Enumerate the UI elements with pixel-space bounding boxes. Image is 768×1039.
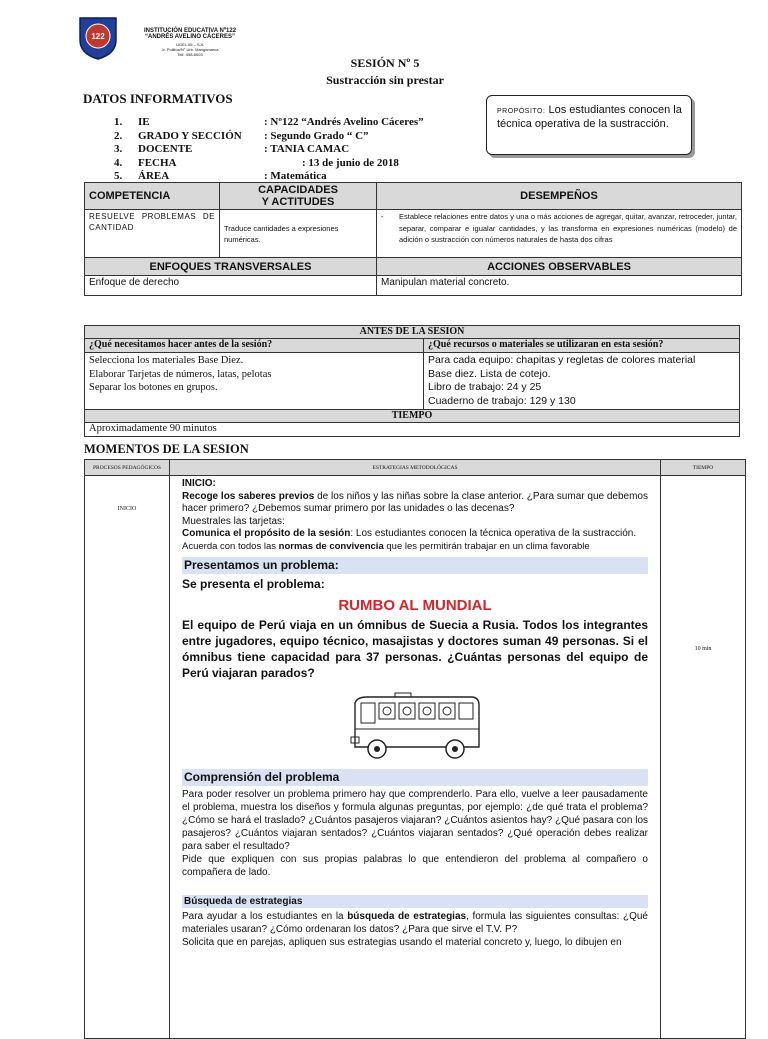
se-presenta: Se presenta el problema:	[182, 577, 325, 591]
row-value: : Segundo Grado “ C”	[264, 129, 369, 142]
school-name: INSTITUCIÓN EDUCATIVA Nº122	[143, 28, 237, 34]
proposito-label: PROPÓSITO:	[497, 108, 546, 115]
accion-cell: Manipulan material concreto.	[377, 276, 742, 296]
normas: Acuerda con todos las normas de convivencia que les permitirán trabajar en un clima favorable	[182, 540, 590, 552]
row-num: 5.	[114, 170, 123, 182]
capacidad-cell: Traduce cantidades a expresiones numéricas.	[220, 210, 377, 258]
row-num: 2.	[114, 129, 123, 142]
row-label: IE	[138, 116, 150, 128]
rumbo-title: RUMBO AL MUNDIAL	[338, 596, 492, 614]
busqueda-text: Para ayudar a los estudiantes en la búsqueda de estrategias, formula las siguientes consultas: ¿Qué materiales usaran? ¿Cómo ordenaran los datos? ¿Para que sirve el T.V. P?	[182, 910, 648, 935]
momentos-heading: MOMENTOS DE LA SESION	[84, 442, 249, 456]
col-procesos: PROCESOS PEDAGÓGICOS	[85, 460, 170, 476]
list-item: Libro de trabajo: 24 y 25	[428, 381, 542, 393]
col-acciones: ACCIONES OBSERVABLES	[377, 258, 742, 276]
competencia-cell: RESUELVE PROBLEMAS DE CANTIDAD	[85, 210, 220, 258]
datos-heading: DATOS INFORMATIVOS	[83, 91, 233, 106]
school-address: Jr. Pollitos/N° Urb. Mangomarca	[161, 47, 219, 52]
col-competencia: COMPETENCIA	[85, 183, 220, 210]
list-item: Base diez. Lista de cotejo.	[428, 367, 551, 380]
momentos-table	[84, 459, 746, 1039]
desempeno-cell: - Establece relaciones entre datos y una o más acciones de agregar, quitar, avanzar, retroceder, juntar, separar, comparar e igualar cantidades, y las transforma en expresiones numéricas (modelo) de adición o sustracción con números naturales de hasta dos cifras	[377, 210, 742, 258]
section-presentamos: Presentamos un problema:	[182, 557, 648, 574]
antes-table	[84, 325, 740, 437]
tiempo-cell: 10 min	[661, 476, 746, 1039]
comprension-text: Para poder resolver un problema primero hay que comprenderlo. Para ello, vuelve a leer pausadamente el problema, muestra los diseños y formula algunas preguntas, por ejemplo: ¿de qué trata el problema? ¿Cómo se hará el traslado? ¿Cuántos pasajeros viajaran? ¿Cuántos asientos hay? ¿Qué pasara con los pasajeros? ¿Cuántos viajaran sentados? ¿Cuántos viajaran sentados? ¿Qué operación debes realizar para saber el resultado?	[182, 788, 648, 852]
problema-text: El equipo de Perú viaja en un ómnibus de Suecia a Rusia. Todos los integrantes entre jugadores, equipo técnico, masajistas y doctores suman 49 personas. Si el ómnibus tiene capacidad para 37 personas. ¿Cuántas personas del equipo de Perú viajaran parados?	[182, 617, 648, 680]
proceso-cell: INICIO	[85, 476, 170, 1039]
section-comprension: Comprensión del problema	[182, 769, 648, 786]
row-label: GRADO Y SECCIÓN	[138, 129, 242, 142]
row-value: : 13 de junio de 2018	[302, 156, 399, 169]
row-label: FECHA	[138, 156, 177, 169]
col-tiempo: TIEMPO	[661, 460, 746, 476]
school-logo	[76, 14, 120, 60]
col-enfoques: ENFOQUES TRANSVERSALES	[85, 258, 377, 276]
datos-list	[114, 116, 424, 184]
pide-text: Pide que expliquen con sus propias palabras lo que entendieron del problema al compañero o compañera de lado.	[182, 853, 648, 878]
datos-row	[114, 130, 424, 144]
antes-left	[85, 353, 424, 410]
tiempo-label: TIEMPO	[85, 410, 740, 423]
list-item: Para cada equipo: chapitas y regletas de colores material	[428, 354, 696, 366]
solicita-text: Solicita que en parejas, apliquen sus estrategias usando el material concreto y, luego, lo dibujen en	[182, 936, 622, 948]
school-info	[125, 28, 255, 57]
row-num: 3.	[114, 143, 123, 155]
session-title: SESIÓN Nº 5	[350, 56, 420, 70]
list-item: Cuaderno de trabajo: 129 y 130	[428, 394, 576, 407]
school-name-2: “ANDRÉS AVELINO CÁCERES”	[144, 34, 235, 40]
row-value: : TANIA CAMAC	[264, 143, 350, 155]
school-phone: Telf. 458-6003	[177, 52, 203, 57]
logo-number: 122	[91, 32, 105, 41]
tiempo-value: Aproximadamente 90 minutos	[85, 423, 740, 437]
bus-illustration	[347, 689, 487, 763]
list-item: Elaborar Tarjetas de números, latas, pelotas	[89, 368, 272, 380]
competencia-table	[84, 182, 742, 296]
session-subtitle: Sustracción sin prestar	[326, 73, 444, 87]
proposito-box	[486, 95, 692, 155]
row-num: 4.	[114, 156, 123, 169]
comunica-proposito: Comunica el propósito de la sesión: Los estudiantes conocen la técnica operativa de la sustracción.	[182, 528, 637, 539]
antes-q1: ¿Qué necesitamos hacer antes de la sesión?	[85, 339, 424, 353]
muestrales: Muestrales las tarjetas:	[182, 515, 285, 527]
desempeno-text: Establece relaciones entre datos y una o más acciones de agregar, quitar, avanzar, retroceder, juntar, separar, comparar e igualar cantidades, y las transforma en expresiones numéricas (modelo) de adición o sustracción con números naturales de hasta dos cifras	[399, 212, 737, 244]
row-value: : Matemática	[264, 170, 327, 182]
row-value: : Nº122 “Andrés Avelino Cáceres”	[264, 116, 424, 128]
datos-row	[114, 157, 424, 171]
datos-row	[114, 143, 424, 157]
col-desempenos: DESEMPEÑOS	[377, 183, 742, 210]
list-item: Separar los botones en grupos.	[89, 382, 218, 393]
inicio-label: INICIO:	[182, 478, 216, 489]
datos-row	[114, 116, 424, 130]
row-label: ÁREA	[138, 170, 170, 182]
col-capacidades: CAPACIDADES Y ACTITUDES	[220, 183, 377, 210]
antes-title: ANTES DE LA SESION	[85, 326, 740, 339]
enfoque-cell: Enfoque de derecho	[85, 276, 377, 296]
saberes-previos: Recoge los saberes previos de los niños y las niñas sobre la clase anterior. ¿Para sumar que debemos hacer primero? ¿Debemos sumar primero por las unidades o las decenas?	[182, 490, 648, 514]
antes-q2: ¿Qué recursos o materiales se utilizaran en esta sesión?	[424, 339, 740, 353]
col-estrategias: ESTRATEGIAS METODOLÓGICAS	[170, 460, 661, 476]
school-ugel: UGEL 05 – SJL	[176, 42, 204, 47]
antes-right	[424, 353, 740, 410]
row-label: DOCENTE	[138, 143, 193, 155]
row-num: 1.	[114, 116, 123, 128]
proposito-text: Los estudiantes conocen la técnica operativa de la sustracción.	[497, 104, 682, 130]
estrategias-cell	[170, 476, 661, 1039]
section-busqueda: Búsqueda de estrategias	[182, 895, 648, 908]
list-item: Selecciona los materiales Base Diez.	[89, 355, 244, 366]
